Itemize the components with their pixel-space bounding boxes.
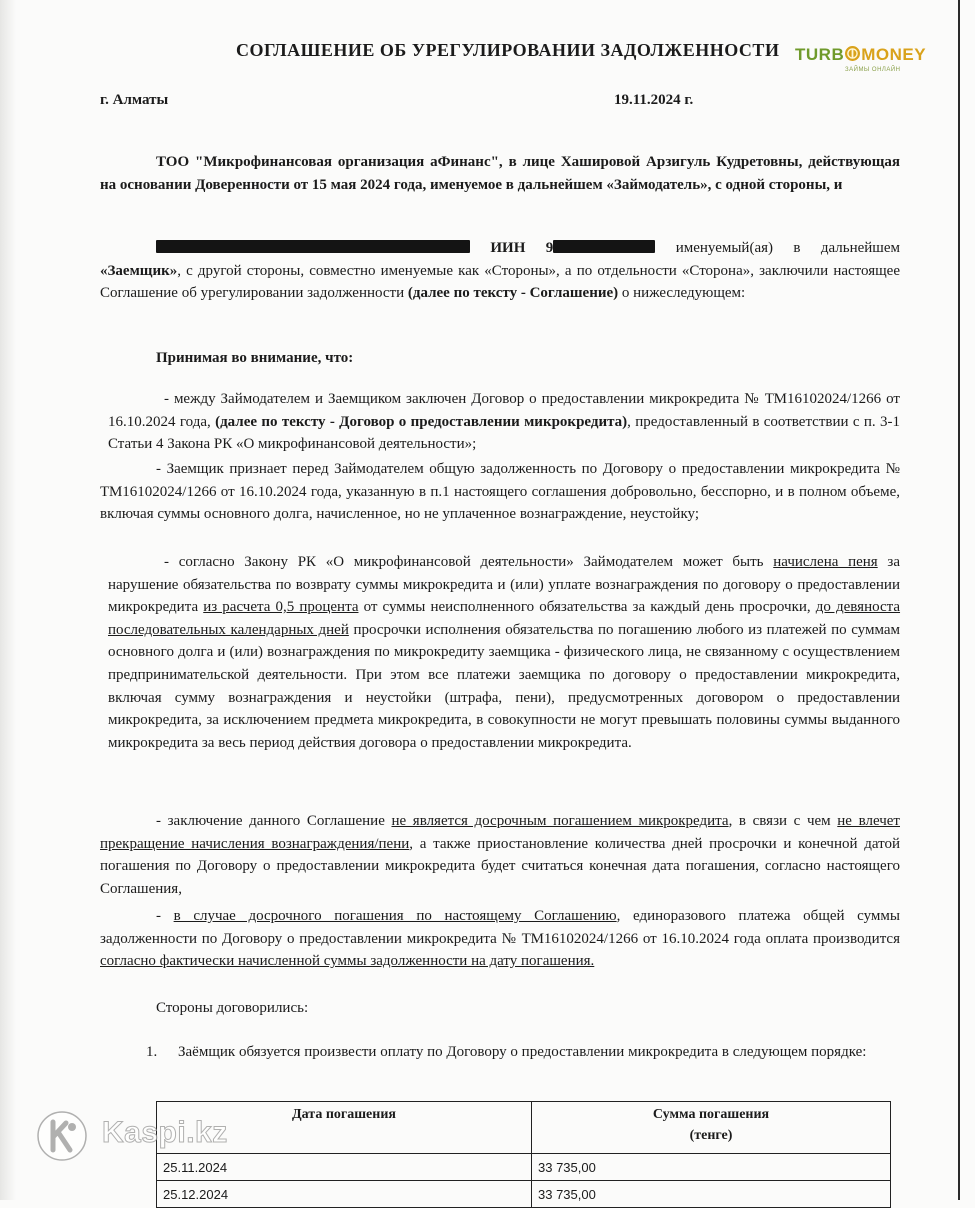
header-payment-date: Дата погашения: [157, 1102, 532, 1154]
payment-schedule-table: [156, 1101, 891, 1208]
document-date: 19.11.2024 г.: [614, 92, 694, 108]
header-sum-unit: (тенге): [689, 1128, 733, 1143]
watermark-text: Kaspi.kz: [102, 1116, 228, 1149]
clause-agreement-c: , а также приостановление количества дней просрочки и конечной датой погашения по Договору о предоставлении микрокредита будет считаться конечная дата погашения, согласно настоящего Соглашения,: [100, 835, 900, 897]
redacted-iin: [553, 240, 655, 253]
document-title: СОГЛАШЕНИЕ ОБ УРЕГУЛИРОВАНИИ ЗАДОЛЖЕННОСТИ: [236, 40, 780, 60]
no-stop-accrual: не влечет прекращение начисления вознаграждения/пени: [100, 813, 900, 852]
turbomoney-logo: [795, 45, 945, 77]
logo-coin-icon: [844, 45, 861, 62]
payment-amount: 33 735,00: [532, 1181, 891, 1208]
item-number: 1.: [146, 1044, 158, 1060]
clause-penalty-a: - согласно Закону РК «О микрофинансовой деятельности» Займодателем может быть: [164, 554, 764, 570]
logo-text-turb: TURB: [795, 45, 845, 64]
penalty-period: до девяноста последовательных календарных дней: [108, 599, 901, 638]
payment-date: 25.11.2024: [157, 1154, 532, 1181]
clause-penalty: [108, 551, 900, 754]
payment-date: 25.12.2024: [157, 1181, 532, 1208]
clause-early-dash: -: [156, 908, 161, 924]
clause-early-repayment: [100, 905, 900, 973]
borrower-named-text: именуемый(ая) в дальнейшем: [675, 240, 901, 256]
document-city: г. Алматы: [100, 92, 169, 108]
kaspi-logo-icon: [36, 1110, 88, 1162]
borrower-parties-text: , с другой стороны, совместно именуемые как «Стороны», а по отдельности «Сторона», заключили настоящее Соглашение об урегулировании задолженности: [100, 262, 900, 302]
header-sum-label: Сумма погашения: [652, 1107, 770, 1122]
clause-agreement-a: - заключение данного Соглашение: [156, 813, 385, 829]
agreed-heading: Стороны договорились:: [156, 1000, 309, 1016]
penalty-rate: из расчета 0,5 процента: [203, 599, 359, 616]
clause-not-early-repayment: [100, 810, 900, 900]
agreement-definition: (далее по тексту - Соглашение): [407, 285, 619, 302]
borrower-tail: о нижеследующем:: [621, 285, 746, 302]
penalty-accrual: начислена пеня: [773, 554, 878, 570]
iin-prefix: 9: [545, 240, 554, 256]
clause-agreement-b: , в связи с чем: [728, 813, 831, 829]
clause-debt-recognition: - Заемщик признает перед Займодателем общую задолженность по Договору о предоставлении микрокредита № ТМ16102024/1266 от 16.10.2024 года, указанную в п.1 настоящего соглашения добровольно, бесспорно, и в полном объеме, включая суммы основного долга, начисленное, но не уплаченное вознаграждение, неустойку;: [100, 461, 900, 523]
clause-contract-text: - между Займодателем и Заемщиком заключен Договор о предоставлении микрокредита № ТМ16102024/1266 от 16.10.2024 года,: [108, 391, 900, 430]
clause-contract-basis: , предоставленный в соответствии с п. 3-1 Статьи 4 Закона РК «О микрофинансовой деятельности»;: [108, 413, 900, 453]
clause-penalty-d: просрочки исполнения обязательства по погашению любого из платежей по суммам основного долга и (или) вознаграждения по микрокредиту заемщика - физического лица, не связанному с осуществлением предпринимательской деятельности. При этом все платежи заемщика по договору о предоставлении микрокредита, включая сумму вознаграждения и неустойки (штрафа, пени), предусмотренных договором о предоставлении микрокредита, за исключением предмета микрокредита, в совокупности не могут превышать половины суммы выданного микрокредита за весь период действия договора о предоставлении микрокредита.: [108, 621, 900, 751]
iin-label: ИИН: [490, 240, 526, 256]
redacted-borrower-name: [156, 240, 470, 253]
header-payment-sum: [532, 1102, 891, 1154]
page-border: [958, 0, 960, 1200]
clause-penalty-c: от суммы неисполненного обязательства за каждый день просрочки,: [363, 599, 811, 616]
lender-paragraph: ТОО "Микрофинансовая организация аФинанс", в лице Хашировой Арзигуль Кудретовны, действующая на основании Доверенности от 15 мая 2024 года, именуемое в дальнейшем «Займодатель», с одной стороны, и: [100, 154, 900, 193]
considering-heading: Принимая во внимание, что:: [156, 350, 354, 366]
actual-debt-basis: согласно фактически начисленной суммы задолженности на дату погашения.: [100, 953, 595, 970]
table-header-row: [157, 1102, 891, 1154]
payment-amount: 33 735,00: [532, 1154, 891, 1181]
borrower-paragraph: [100, 237, 900, 305]
borrower-term: «Заемщик»: [100, 262, 178, 279]
clause-contract: [108, 388, 900, 456]
item-text: Заёмщик обязуется произвести оплату по Договору о предоставлении микрокредита в следующем порядке:: [178, 1044, 867, 1060]
borrower-first-line: [100, 237, 900, 260]
agreement-item-1: [146, 1040, 900, 1064]
table-row: [157, 1181, 891, 1208]
page-edge-shadow: [0, 0, 16, 1200]
kaspi-watermark: [36, 1110, 266, 1162]
table-row: [157, 1154, 891, 1181]
contract-definition: (далее по тексту - Договор о предоставлении микрокредита): [215, 413, 628, 430]
logo-tagline: ЗАЙМЫ ОНЛАЙН: [845, 67, 901, 73]
logo-text-money: MONEY: [861, 45, 927, 64]
early-repayment-case: в случае досрочного погашения по настоящему Соглашению: [173, 908, 617, 924]
clause-early-b: , единоразового платежа общей суммы задолженности по Договору о предоставлении микрокредита № ТМ16102024/1266 от 16.10.2024 года оплата производится: [100, 908, 900, 947]
not-early-repayment: не является досрочным погашением микрокредита: [391, 813, 729, 829]
clause-penalty-b: за нарушение обязательства по возврату суммы микрокредита и (или) уплате вознаграждения по договору о предоставлении микрокредита: [108, 554, 900, 616]
